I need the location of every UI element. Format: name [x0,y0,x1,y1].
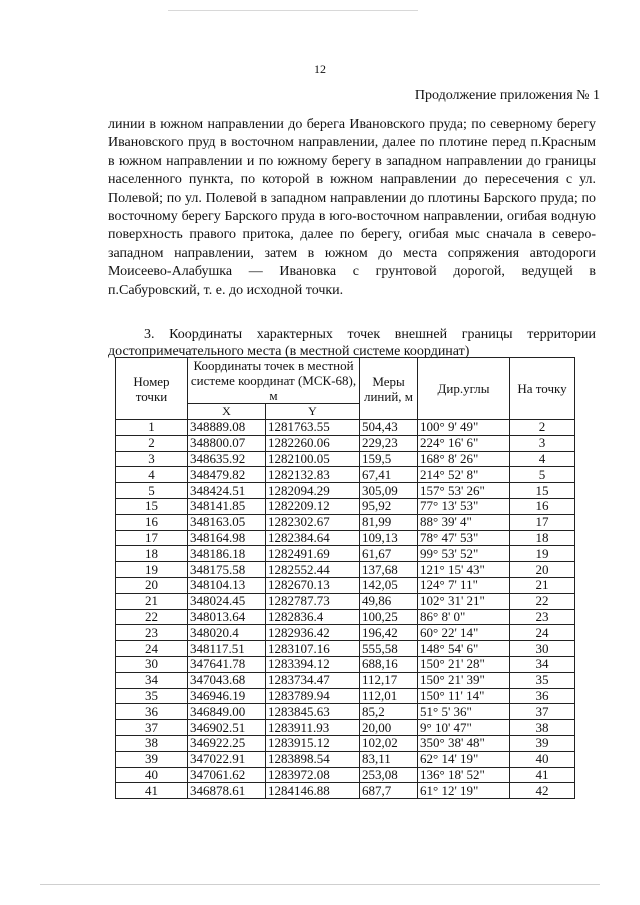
cell-to: 17 [510,514,575,530]
cell-y: 1283898.54 [266,751,360,767]
cell-y: 1284146.88 [266,783,360,799]
cell-len: 504,43 [360,420,418,436]
cell-len: 555,58 [360,641,418,657]
header-x: X [188,404,266,420]
table-row [116,514,575,530]
cell-x: 348013.64 [188,609,266,625]
cell-x: 348479.82 [188,467,266,483]
cell-len: 100,25 [360,609,418,625]
cell-to: 38 [510,720,575,736]
table-row [116,467,575,483]
cell-y: 1282094.29 [266,483,360,499]
table-row [116,562,575,578]
coordinates-table [115,357,575,799]
cell-to: 34 [510,656,575,672]
cell-to: 20 [510,562,575,578]
table-row [116,751,575,767]
cell-ang: 150° 21' 39" [418,672,510,688]
cell-x: 347043.68 [188,672,266,688]
table-row [116,577,575,593]
cell-x: 348800.07 [188,435,266,451]
cell-len: 137,68 [360,562,418,578]
cell-n: 22 [116,609,188,625]
header-direction-angle: Дир.углы [418,358,510,420]
cell-n: 15 [116,498,188,514]
cell-ang: 150° 11' 14" [418,688,510,704]
cell-x: 346902.51 [188,720,266,736]
cell-x: 347022.91 [188,751,266,767]
cell-ang: 99° 53' 52" [418,546,510,562]
table-row [116,420,575,436]
cell-y: 1283845.63 [266,704,360,720]
cell-ang: 9° 10' 47" [418,720,510,736]
cell-x: 346878.61 [188,783,266,799]
cell-y: 1282491.69 [266,546,360,562]
cell-n: 38 [116,735,188,751]
cell-ang: 86° 8' 0" [418,609,510,625]
table-row [116,767,575,783]
cell-ang: 224° 16' 6" [418,435,510,451]
cell-ang: 61° 12' 19" [418,783,510,799]
page-number: 12 [314,62,326,76]
cell-to: 24 [510,625,575,641]
cell-to: 42 [510,783,575,799]
cell-to: 15 [510,483,575,499]
table-row [116,546,575,562]
section-heading: 3. Координаты характерных точек внешней границы территории достопримечательного места (в местной системе координат) [108,327,596,359]
continuation-label: Продолжение приложения № 1 [414,88,600,103]
table-row [116,498,575,514]
cell-n: 37 [116,720,188,736]
cell-ang: 148° 54' 6" [418,641,510,657]
cell-ang: 136° 18' 52" [418,767,510,783]
cell-x: 346849.00 [188,704,266,720]
cell-n: 40 [116,767,188,783]
cell-y: 1281763.55 [266,420,360,436]
cell-ang: 168° 8' 26" [418,451,510,467]
cell-n: 4 [116,467,188,483]
cell-y: 1283911.93 [266,720,360,736]
cell-y: 1282100.05 [266,451,360,467]
table-row [116,530,575,546]
cell-n: 23 [116,625,188,641]
table-row [116,451,575,467]
cell-n: 24 [116,641,188,657]
cell-to: 22 [510,593,575,609]
cell-to: 16 [510,498,575,514]
cell-x: 348104.13 [188,577,266,593]
cell-ang: 124° 7' 11" [418,577,510,593]
cell-n: 5 [116,483,188,499]
table-row [116,735,575,751]
cell-x: 348141.85 [188,498,266,514]
cell-y: 1282670.13 [266,577,360,593]
cell-to: 39 [510,735,575,751]
cell-n: 20 [116,577,188,593]
cell-y: 1282384.64 [266,530,360,546]
cell-x: 348117.51 [188,641,266,657]
cell-len: 688,16 [360,656,418,672]
cell-len: 85,2 [360,704,418,720]
cell-n: 35 [116,688,188,704]
cell-to: 36 [510,688,575,704]
cell-x: 346922.25 [188,735,266,751]
cell-y: 1283734.47 [266,672,360,688]
cell-y: 1282209.12 [266,498,360,514]
cell-x: 348024.45 [188,593,266,609]
cell-len: 95,92 [360,498,418,514]
cell-n: 30 [116,656,188,672]
cell-y: 1282260.06 [266,435,360,451]
cell-ang: 100° 9' 49" [418,420,510,436]
cell-n: 34 [116,672,188,688]
cell-to: 41 [510,767,575,783]
cell-to: 40 [510,751,575,767]
cell-y: 1282836.4 [266,609,360,625]
table-row [116,783,575,799]
cell-to: 19 [510,546,575,562]
cell-n: 1 [116,420,188,436]
table-row [116,641,575,657]
cell-y: 1283972.08 [266,767,360,783]
cell-x: 346946.19 [188,688,266,704]
table-row [116,435,575,451]
cell-to: 18 [510,530,575,546]
cell-ang: 102° 31' 21" [418,593,510,609]
cell-ang: 62° 14' 19" [418,751,510,767]
cell-ang: 121° 15' 43" [418,562,510,578]
cell-x: 347641.78 [188,656,266,672]
cell-to: 5 [510,467,575,483]
table-row [116,704,575,720]
table-row [116,625,575,641]
cell-len: 196,42 [360,625,418,641]
coordinates-table-body [116,420,575,799]
cell-x: 348424.51 [188,483,266,499]
cell-x: 348186.18 [188,546,266,562]
table-row [116,672,575,688]
cell-len: 112,17 [360,672,418,688]
cell-ang: 88° 39' 4" [418,514,510,530]
cell-to: 2 [510,420,575,436]
cell-x: 348164.98 [188,530,266,546]
cell-y: 1283789.94 [266,688,360,704]
cell-y: 1282132.83 [266,467,360,483]
cell-len: 102,02 [360,735,418,751]
cell-len: 61,67 [360,546,418,562]
cell-y: 1282787.73 [266,593,360,609]
cell-len: 253,08 [360,767,418,783]
header-y: Y [266,404,360,420]
scan-artifact-bottom [40,884,600,885]
cell-ang: 77° 13' 53" [418,498,510,514]
cell-n: 18 [116,546,188,562]
table-row [116,593,575,609]
table-row [116,656,575,672]
cell-ang: 51° 5' 36" [418,704,510,720]
cell-to: 37 [510,704,575,720]
cell-ang: 78° 47' 53" [418,530,510,546]
cell-n: 16 [116,514,188,530]
cell-len: 305,09 [360,483,418,499]
cell-x: 347061.62 [188,767,266,783]
cell-y: 1282936.42 [266,625,360,641]
cell-y: 1282302.67 [266,514,360,530]
cell-x: 348020.4 [188,625,266,641]
cell-n: 36 [116,704,188,720]
boundary-description-paragraph: линии в южном направлении до берега Ивановского пруда; по северному берегу Ивановского пруд в восточном направлении, далее по плотине перед п.Красным в южном направлении и по южному берегу в западном направлении до границы населенного пункта, по которой в южном направлении до пересечения с ул. Полевой; по ул. Полевой в западном направлении до плотины Барского пруда; по восточному берегу Барского пруда в юго-восточном направлении, огибая водную поверхность правого притока, далее по берегу, огибая мыс сначала в северо-западном направлении, затем в южном до места сопряжения автодороги Моисеево-Алабушка — Ивановка с грунтовой дорогой, ведущей в п.Сабуровский, т. е. до исходной точки. [108,117,596,298]
cell-n: 21 [116,593,188,609]
header-line-length: Меры линий, м [360,358,418,420]
table-row [116,720,575,736]
cell-to: 21 [510,577,575,593]
table-row [116,609,575,625]
cell-to: 4 [510,451,575,467]
cell-n: 17 [116,530,188,546]
cell-n: 2 [116,435,188,451]
cell-len: 20,00 [360,720,418,736]
cell-len: 229,23 [360,435,418,451]
cell-ang: 350° 38' 48" [418,735,510,751]
cell-len: 67,41 [360,467,418,483]
header-coordinates: Координаты точек в местной системе координат (МСК-68), м [188,358,360,404]
cell-len: 81,99 [360,514,418,530]
cell-len: 49,86 [360,593,418,609]
header-point-number: Номер точки [116,358,188,420]
cell-to: 30 [510,641,575,657]
cell-y: 1283394.12 [266,656,360,672]
cell-to: 3 [510,435,575,451]
cell-x: 348635.92 [188,451,266,467]
cell-n: 19 [116,562,188,578]
cell-n: 41 [116,783,188,799]
cell-ang: 60° 22' 14" [418,625,510,641]
cell-len: 109,13 [360,530,418,546]
cell-len: 687,7 [360,783,418,799]
cell-x: 348175.58 [188,562,266,578]
cell-n: 3 [116,451,188,467]
cell-len: 112,01 [360,688,418,704]
cell-x: 348889.08 [188,420,266,436]
cell-y: 1282552.44 [266,562,360,578]
cell-ang: 150° 21' 28" [418,656,510,672]
cell-ang: 214° 52' 8" [418,467,510,483]
cell-len: 83,11 [360,751,418,767]
cell-y: 1283915.12 [266,735,360,751]
cell-len: 159,5 [360,451,418,467]
cell-ang: 157° 53' 26" [418,483,510,499]
table-row [116,483,575,499]
cell-n: 39 [116,751,188,767]
cell-to: 35 [510,672,575,688]
header-to-point: На точку [510,358,575,420]
table-row [116,688,575,704]
cell-len: 142,05 [360,577,418,593]
cell-x: 348163.05 [188,514,266,530]
scan-artifact-top [168,10,418,11]
cell-y: 1283107.16 [266,641,360,657]
cell-to: 23 [510,609,575,625]
